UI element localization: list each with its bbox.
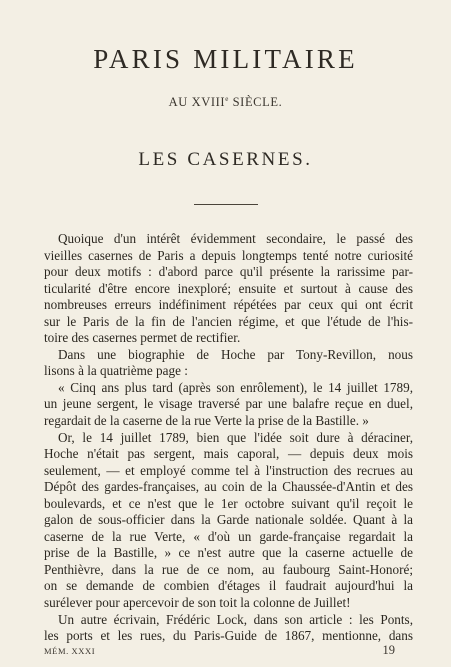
body-line: Penthièvre, dans la rue de ce nom, au faubourg Saint-Honoré; (44, 561, 413, 577)
body-line: lisons à la quatrième page : (44, 363, 188, 379)
page-title: PARIS MILITAIRE (93, 44, 358, 74)
body-line: Un autre écrivain, Frédéric Lock, dans son article : les Ponts, (58, 611, 413, 627)
body-line: regardait de la caserne de la rue Verte la prise de la Bastille. » (44, 413, 369, 429)
body-line: caserne de la rue Verte, « d'où un garde-française regardait la (44, 528, 413, 544)
body-line: « Cinq ans plus tard (après son enrôlement), le 14 juillet 1789, (58, 379, 413, 395)
body-line: prise de la Bastille, » ce n'est autre que la caserne actuelle de (44, 545, 413, 561)
body-line: Quoique d'un intérêt évidemment secondaire, le passé des (58, 231, 413, 246)
body-text (44, 231, 413, 645)
body-line: les ports et les rues, du Paris-Guide de 1867, mentionne, dans (44, 628, 413, 644)
body-line: sur le Paris de la fin de l'ancien régime, et que l'étude de l'his- (44, 313, 413, 329)
subtitle-main: AU XVIII (168, 95, 226, 110)
section-heading: LES CASERNES. (138, 149, 313, 170)
section-divider (194, 204, 258, 205)
subtitle-superscript: e (225, 95, 229, 103)
body-line: toire des casernes permet de rectifier. (44, 330, 241, 346)
page-number: 19 (382, 643, 395, 657)
body-line: on se demande de combien d'étages il faudrait aujourd'hui la (44, 578, 413, 594)
body-line: pour deux motifs : d'abord parce qu'il présente la rarissime par- (44, 264, 413, 280)
body-line: Or, le 14 juillet 1789, bien que l'idée soit dure à déraciner, (58, 429, 413, 445)
printer-signature: MÉM. XXXI (44, 646, 96, 656)
body-line: boulevards, et ce n'est que le 1er octobre suivant qu'il reçoit le (44, 495, 413, 511)
body-line: vieilles casernes de Paris a depuis longtemps tenté notre curiosité (44, 247, 413, 263)
body-line: seulement, — et employé comme tel à l'instruction des recrues au (44, 462, 413, 478)
body-line: Hoche n'était pas sergent, mais caporal, — depuis deux mois (44, 446, 413, 462)
body-line: nombreuses erreurs indéfiniment répétées par ceux qui ont écrit (44, 297, 413, 313)
page-subtitle (0, 95, 451, 110)
body-line: Dans une biographie de Hoche par Tony-Revillon, nous (58, 346, 413, 362)
body-line: galon de sous-officier dans la Garde nationale soldée. Quant à la (44, 512, 413, 528)
subtitle-end: SIÈCLE. (228, 95, 283, 110)
body-line: Dépôt des gardes-françaises, au coin de la Chaussée-d'Antin et des (44, 479, 413, 495)
body-line: un jeune sergent, le visage traversé par une balafre reçue en duel, (44, 396, 413, 412)
body-line: ticularité d'être encore inexploré; ensuite et surtout à cause des (44, 280, 413, 296)
body-line: surélever pour apercevoir de son toit la colonne de Juillet! (44, 595, 351, 611)
